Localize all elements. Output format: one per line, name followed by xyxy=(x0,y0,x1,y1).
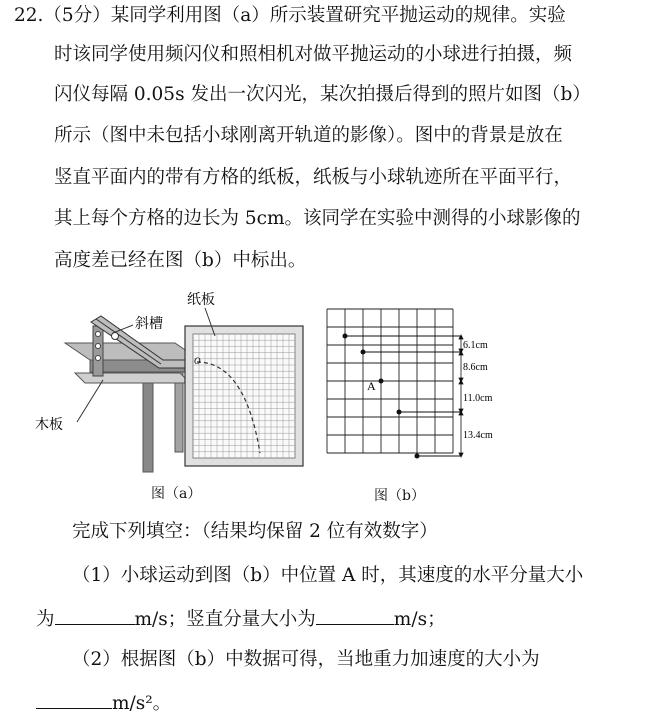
question-line-1: 22.（5分）某同学利用图（a）所示装置研究平抛运动的规律。实验 xyxy=(14,5,566,26)
point-a xyxy=(379,379,384,384)
task-1-line-1: （1）小球运动到图（b）中位置 A 时，其速度的水平分量大小 xyxy=(72,565,584,586)
answer-blank-horizontal[interactable] xyxy=(55,606,135,625)
task-1-line-2 xyxy=(36,606,446,632)
figure-a-apparatus xyxy=(35,288,315,478)
question-line-6: 其上每个方格的边长为 5cm。该同学在实验中测得的小球影像的 xyxy=(54,208,581,229)
label-slope: 斜槽 xyxy=(135,317,163,332)
label-point-a: A xyxy=(367,379,376,393)
label-board: 纸板 xyxy=(187,293,215,308)
height-label-3: 11.0cm xyxy=(463,393,493,404)
question-line-5: 竖直平面内的带有方格的纸板，纸板与小球轨迹所在平面平行， xyxy=(54,167,573,188)
figure-b-grid xyxy=(320,300,520,480)
table-leg-back xyxy=(175,372,183,452)
figure-a-caption: 图（a） xyxy=(151,486,202,502)
height-label-1: 6.1cm xyxy=(463,340,488,351)
height-label-4: 13.4cm xyxy=(463,430,493,441)
plank xyxy=(75,373,190,383)
figure-b-caption: 图（b） xyxy=(374,488,425,504)
label-o: O xyxy=(194,356,201,366)
question-line-7: 高度差已经在图（b）中标出。 xyxy=(54,250,307,271)
task-2-unit: m/s²。 xyxy=(112,693,172,714)
answer-blank-vertical[interactable] xyxy=(316,606,394,625)
question-line-3: 闪仪每隔 0.05s 发出一次闪光，某次拍摄后得到的照片如图（b） xyxy=(54,84,591,105)
task-2-line-1: （2）根据图（b）中数据可得，当地重力加速度的大小为 xyxy=(72,649,540,670)
height-label-2: 8.6cm xyxy=(463,362,488,373)
task-1-unit-2: m/s； xyxy=(393,609,446,630)
question-line-2: 时该同学使用频闪仪和照相机对做平抛运动的小球进行拍摄，频 xyxy=(54,44,573,65)
task-1-prefix: 为 xyxy=(36,609,55,630)
label-plank: 木板 xyxy=(35,418,63,433)
task-2-line-2 xyxy=(36,690,171,716)
answer-blank-gravity[interactable] xyxy=(36,690,112,709)
table-leg-front xyxy=(143,372,153,472)
task-1-unit-1: m/s；竖直分量大小为 xyxy=(134,609,316,630)
ball xyxy=(112,333,119,340)
question-line-4: 所示（图中未包括小球刚离开轨道的影像）。图中的背景是放在 xyxy=(54,125,563,146)
task-intro: 完成下列填空：（结果均保留 2 位有效数字） xyxy=(72,521,438,542)
